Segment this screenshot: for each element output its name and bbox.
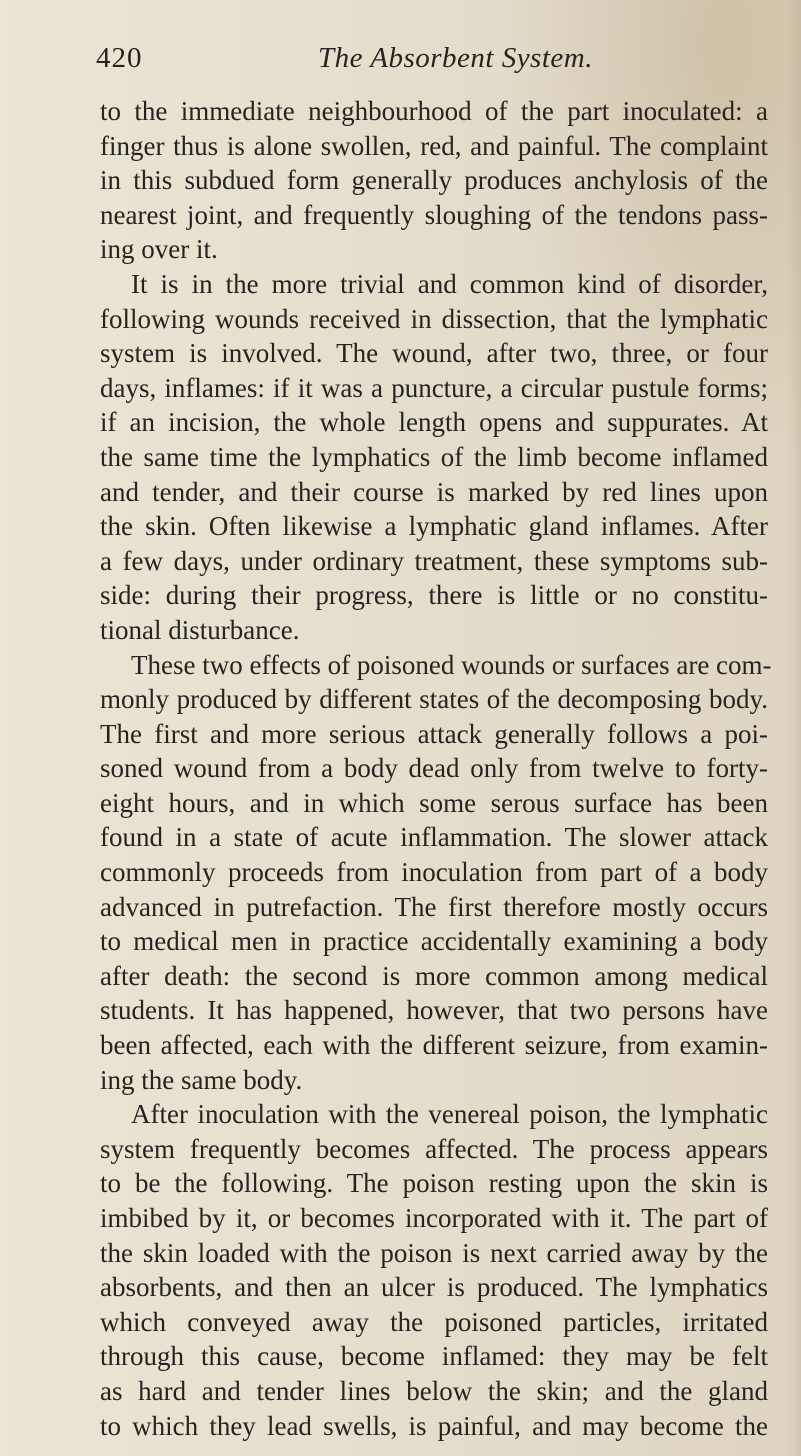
text-line: to the immediate neighbourhood of the part inoculated: a (100, 96, 768, 126)
paragraph-first-line: These two effects of poisoned wounds or surfaces are com- (131, 649, 772, 680)
text-line: following wounds received in dissection, that the lymphatic (100, 303, 768, 334)
text-line: found in a state of acute inflammation. The slower attack (100, 822, 768, 853)
text-line: system is involved. The wound, after two, three, or four (100, 338, 768, 369)
text-line: students. It has happened, however, that two persons have (100, 995, 768, 1026)
text-line: ing the same body. (100, 1064, 303, 1095)
text-line: after death: the second is more common among medical (100, 960, 768, 991)
text-line: side: during their progress, there is little or no constitu- (100, 580, 768, 611)
text-line: monly produced by different states of the decomposing body. (100, 684, 768, 715)
running-head (96, 42, 756, 82)
text-line: days, inflames: if it was a puncture, a circular pustule forms; (100, 372, 768, 403)
text-line: finger thus is alone swollen, red, and painful. The complaint (100, 130, 768, 161)
text-line: through this cause, become inflamed: they may be felt (100, 1341, 768, 1372)
text-line: soned wound from a body dead only from twelve to forty- (100, 753, 768, 784)
text-line: to medical men in practice accidentally examining a body (100, 926, 768, 957)
text-line: in this subdued form generally produces anchylosis of the (100, 165, 768, 196)
text-line: to be the following. The poison resting upon the skin is (100, 1168, 768, 1199)
text-line: absorbents, and then an ulcer is produced. The lymphatics (100, 1272, 768, 1303)
page-number: 420 (96, 42, 143, 74)
text-line: ing over it. (100, 234, 218, 265)
text-line: been affected, each with the different seizure, from examin- (100, 1030, 768, 1061)
body-text (100, 94, 772, 1443)
text-line: system frequently becomes affected. The process appears (100, 1133, 768, 1164)
text-line: and tender, and their course is marked by red lines upon (100, 476, 768, 507)
text-line: as hard and tender lines below the skin; and the gland (100, 1375, 768, 1406)
text-line: the skin loaded with the poison is next carried away by the (100, 1237, 768, 1268)
text-line: nearest joint, and frequently sloughing of the tendons pass- (100, 199, 768, 230)
text-line: imbibed by it, or becomes incorporated with it. The part of (100, 1203, 768, 1233)
text-line: the skin. Often likewise a lymphatic gland inflames. After (100, 511, 768, 542)
text-line: eight hours, and in which some serous surface has been (100, 787, 768, 818)
text-line: The first and more serious attack generally follows a poi- (100, 718, 768, 749)
text-line: advanced in putrefaction. The first therefore mostly occurs (100, 891, 768, 922)
text-line: tional disturbance. (100, 614, 300, 645)
text-line: which conveyed away the poisoned particles, irritated (100, 1306, 768, 1337)
text-line: the same time the lymphatics of the limb become inflamed (100, 441, 768, 472)
running-title: The Absorbent System. (318, 42, 593, 74)
paragraph-first-line: It is in the more trivial and common kind of disorder, (131, 268, 768, 299)
page-edge-shadow (787, 0, 801, 1456)
text-line: commonly proceeds from inoculation from part of a body (100, 857, 768, 888)
text-line: to which they lead swells, is painful, and may become the (100, 1410, 768, 1441)
paragraph-first-line: After inoculation with the venereal poison, the lymphatic (131, 1099, 768, 1130)
text-line: if an incision, the whole length opens and suppurates. At (100, 407, 768, 438)
text-line: a few days, under ordinary treatment, these symptoms sub- (100, 545, 768, 576)
